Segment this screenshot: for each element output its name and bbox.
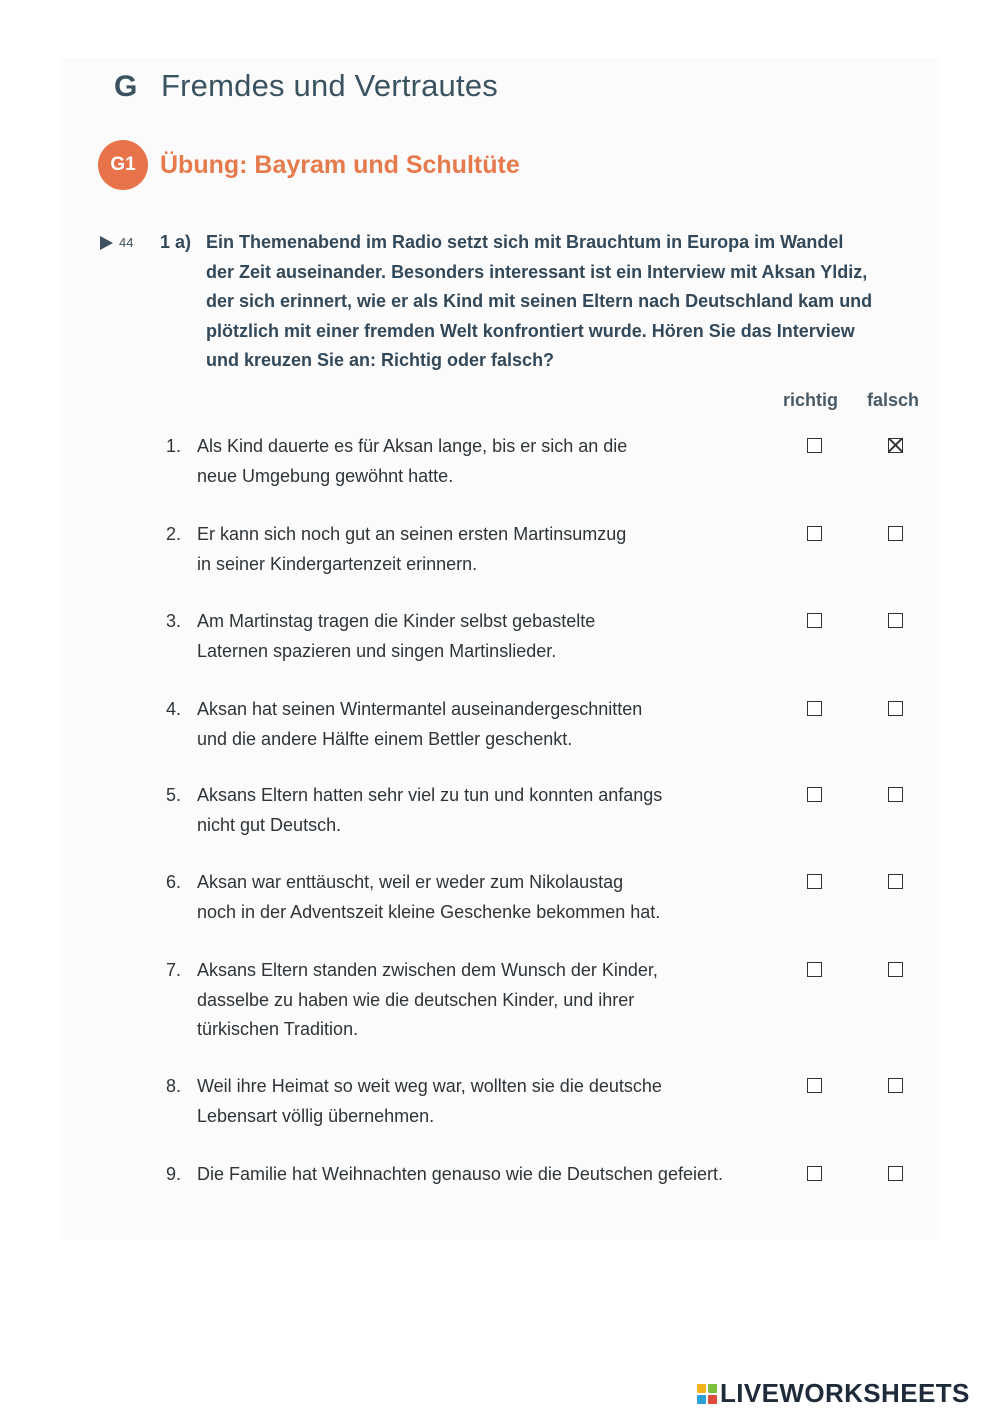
statement-line: und die andere Hälfte einem Bettler geschenkt. <box>197 728 573 749</box>
task-text <box>206 228 930 376</box>
statement-line: Aksans Eltern standen zwischen dem Wunsch der Kinder, <box>197 960 658 980</box>
statement-line: Aksan war enttäuscht, weil er weder zum Nikolaustag <box>197 872 624 892</box>
statement-number: 6. <box>166 872 182 892</box>
statement-line: türkischen Tradition. <box>197 1019 359 1039</box>
checkbox-richtig[interactable] <box>807 701 822 716</box>
chapter-heading <box>114 68 498 112</box>
statement-text <box>197 432 787 491</box>
statement-line: Laternen spazieren und singen Martinslieder. <box>197 640 557 661</box>
chapter-letter: G <box>114 70 138 103</box>
checkbox-richtig[interactable] <box>807 526 822 541</box>
statement-text <box>197 868 787 927</box>
statement-number: 4. <box>166 699 182 719</box>
checkbox-richtig[interactable] <box>807 962 822 977</box>
column-header-falsch: falsch <box>867 390 920 410</box>
statement-text <box>197 695 787 754</box>
task-line: und kreuzen Sie an: Richtig oder falsch? <box>206 350 555 370</box>
liveworksheets-logo <box>697 1378 970 1409</box>
statement-number: 7. <box>166 960 182 980</box>
section-title: Übung: Bayram und Schultüte <box>160 150 520 179</box>
task-number: 1 a) <box>160 232 192 252</box>
statement-line: Die Familie hat Weihnachten genauso wie die Deutschen gefeiert. <box>197 1164 723 1184</box>
checkbox-richtig[interactable] <box>807 1166 822 1181</box>
statement-text <box>197 607 787 666</box>
statement-text <box>197 520 787 579</box>
statement-line: dasselbe zu haben wie die deutschen Kinder, und ihrer <box>197 989 635 1010</box>
statement-line: Er kann sich noch gut an seinen ersten Martinsumzug <box>197 524 627 544</box>
checkbox-falsch[interactable] <box>888 787 903 802</box>
section-heading <box>98 140 520 190</box>
checkbox-falsch[interactable] <box>888 526 903 541</box>
statement-text <box>197 1160 787 1190</box>
statement-line: in seiner Kindergartenzeit erinnern. <box>197 553 478 574</box>
section-badge: G1 <box>98 140 148 190</box>
task-line: der Zeit auseinander. Besonders interessant ist ein Interview mit Aksan Yldiz, <box>206 261 868 282</box>
statement-text <box>197 781 787 840</box>
checkbox-richtig[interactable] <box>807 874 822 889</box>
logo-text: LIVEWORKSHEETS <box>720 1378 970 1408</box>
checkbox-richtig[interactable] <box>807 1078 822 1093</box>
task-line: plötzlich mit einer fremden Welt konfrontiert wurde. Hören Sie das Interview <box>206 320 855 341</box>
checkbox-falsch[interactable] <box>888 962 903 977</box>
statement-line: neue Umgebung gewöhnt hatte. <box>197 465 454 486</box>
checkbox-falsch[interactable] <box>888 1166 903 1181</box>
checkbox-richtig[interactable] <box>807 613 822 628</box>
checkbox-falsch[interactable] <box>888 1078 903 1093</box>
logo-icon <box>697 1384 717 1404</box>
statement-line: Aksan hat seinen Wintermantel auseinandergeschnitten <box>197 699 643 719</box>
statement-number: 5. <box>166 785 182 805</box>
checkbox-falsch[interactable] <box>888 613 903 628</box>
task-line: Ein Themenabend im Radio setzt sich mit Brauchtum in Europa im Wandel <box>206 232 844 252</box>
statement-number: 9. <box>166 1164 182 1184</box>
checkbox-falsch[interactable] <box>888 438 903 453</box>
track-number: 44 <box>119 234 134 250</box>
statement-number: 8. <box>166 1076 182 1096</box>
chapter-title: Fremdes und Vertrautes <box>161 68 498 103</box>
statement-line: Lebensart völlig übernehmen. <box>197 1105 435 1126</box>
checkbox-richtig[interactable] <box>807 438 822 453</box>
audio-track[interactable] <box>100 228 133 257</box>
statement-line: nicht gut Deutsch. <box>197 814 342 835</box>
statement-number: 2. <box>166 524 182 544</box>
statement-text <box>197 1072 787 1131</box>
statement-line: Am Martinstag tragen die Kinder selbst gebastelte <box>197 611 596 631</box>
statement-line: noch in der Adventszeit kleine Geschenke bekommen hat. <box>197 901 661 922</box>
checkbox-falsch[interactable] <box>888 874 903 889</box>
task-line: der sich erinnert, wie er als Kind mit seinen Eltern nach Deutschland kam und <box>206 291 873 311</box>
statement-number: 3. <box>166 611 182 631</box>
statement-text <box>197 956 787 1045</box>
statement-number: 1. <box>166 436 182 456</box>
statement-line: Als Kind dauerte es für Aksan lange, bis er sich an die <box>197 436 628 456</box>
checkbox-falsch[interactable] <box>888 701 903 716</box>
statement-line: Aksans Eltern hatten sehr viel zu tun und konnten anfangs <box>197 785 663 805</box>
play-icon[interactable] <box>100 236 113 250</box>
column-header-richtig: richtig <box>783 390 839 410</box>
checkbox-richtig[interactable] <box>807 787 822 802</box>
statement-line: Weil ihre Heimat so weit weg war, wollten sie die deutsche <box>197 1076 662 1096</box>
